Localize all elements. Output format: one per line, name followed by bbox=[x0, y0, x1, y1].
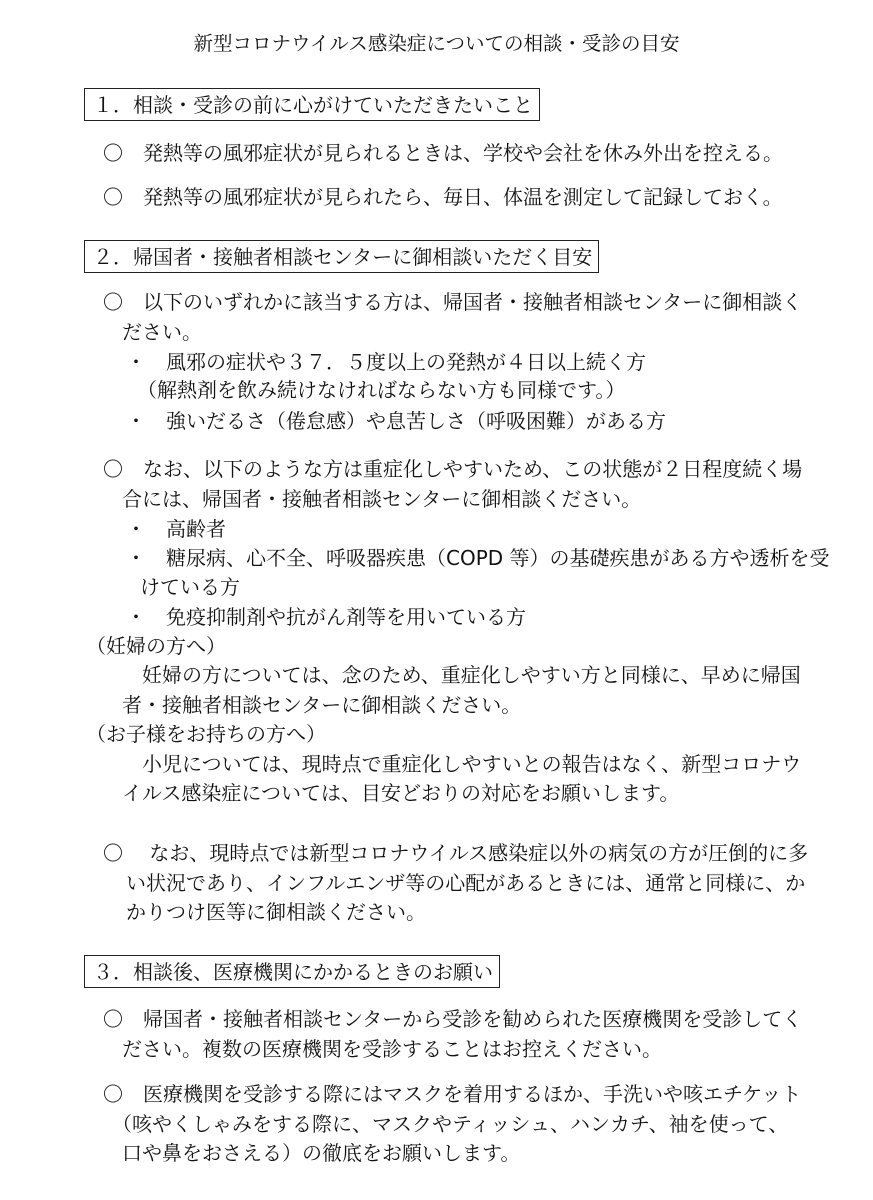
section-2-para3-line: 〇 なお、現時点では新型コロナウイルス感染症以外の病気の方が圧倒的に多 bbox=[103, 841, 809, 865]
section-1-heading: １．相談・受診の前に心がけていただきたいこと bbox=[84, 88, 540, 121]
risk-group-bullet-continuation: けている方 bbox=[140, 575, 240, 599]
section-3-heading: ３．相談後、医療機関にかかるときのお願い bbox=[84, 955, 500, 988]
children-text-line: 小児については、現時点で重症化しやすいとの報告はなく、新型コロナウ bbox=[142, 752, 802, 776]
section-2-para2-line: 〇 なお、以下のような方は重症化しやすいため、この状態が２日程度続く場 bbox=[103, 457, 803, 481]
pregnant-text-line: 妊婦の方については、念のため、重症化しやすい方と同様に、早めに帰国 bbox=[142, 663, 801, 687]
section-3-para2-line: （咳やくしゃみをする際に、マスクやティッシュ、ハンカチ、袖を使って、 bbox=[112, 1112, 789, 1136]
section-3-para2-line: 口や鼻をおさえる）の徹底をお願いします。 bbox=[122, 1141, 521, 1165]
section-3-para1-line: 〇 帰国者・接触者相談センターから受診を勧められた医療機関を受診してく bbox=[103, 1007, 803, 1031]
section-2-para1-line: 〇 以下のいずれかに該当する方は、帰国者・接触者相談センターに御相談く bbox=[103, 290, 803, 314]
children-text-line: イルス感染症については、目安どおりの対応をお願いします。 bbox=[122, 781, 680, 805]
section-1-item: 〇 発熱等の風邪症状が見られるときは、学校や会社を休み外出を控える。 bbox=[103, 141, 783, 165]
section-2-heading: ２．帰国者・接触者相談センターに御相談いただく目安 bbox=[84, 240, 599, 273]
section-2-para1-line: ださい。 bbox=[122, 320, 202, 344]
pregnant-text-line: 者・接触者相談センターに御相談ください。 bbox=[122, 693, 522, 717]
risk-group-bullet: ・ 免疫抑制剤や抗がん剤等を用いている方 bbox=[126, 605, 526, 629]
symptom-bullet: ・ 風邪の症状や３７．５度以上の発熱が４日以上続く方 bbox=[126, 350, 646, 374]
section-3-para2-line: 〇 医療機関を受診する際にはマスクを着用するほか、手洗いや咳エチケット bbox=[103, 1082, 802, 1106]
symptom-bullet: ・ 強いだるさ（倦怠感）や息苦しさ（呼吸困難）がある方 bbox=[126, 409, 666, 433]
section-2-para2-line: 合には、帰国者・接触者相談センターに御相談ください。 bbox=[122, 487, 642, 511]
symptom-bullet-note: （解熱剤を飲み続けなければならない方も同様です。） bbox=[137, 378, 626, 402]
risk-group-bullet: ・ 高齢者 bbox=[126, 517, 226, 541]
section-2-para3-line: い状況であり、インフルエンザ等の心配があるときには、通常と同様に、か bbox=[126, 871, 806, 895]
section-1-item: 〇 発熱等の風邪症状が見られたら、毎日、体温を測定して記録しておく。 bbox=[103, 185, 783, 209]
risk-group-bullet: ・ 糖尿病、心不全、呼吸器疾患（COPD 等）の基礎疾患がある方や透析を受 bbox=[126, 546, 830, 570]
children-heading: （お子様をお持ちの方へ） bbox=[86, 722, 326, 746]
pregnant-heading: （妊婦の方へ） bbox=[86, 634, 226, 658]
document-title: 新型コロナウイルス感染症についての相談・受診の目安 bbox=[193, 32, 680, 55]
section-3-para1-line: ださい。複数の医療機関を受診することはお控えください。 bbox=[122, 1037, 662, 1061]
section-2-para3-line: かりつけ医等に御相談ください。 bbox=[126, 900, 426, 924]
